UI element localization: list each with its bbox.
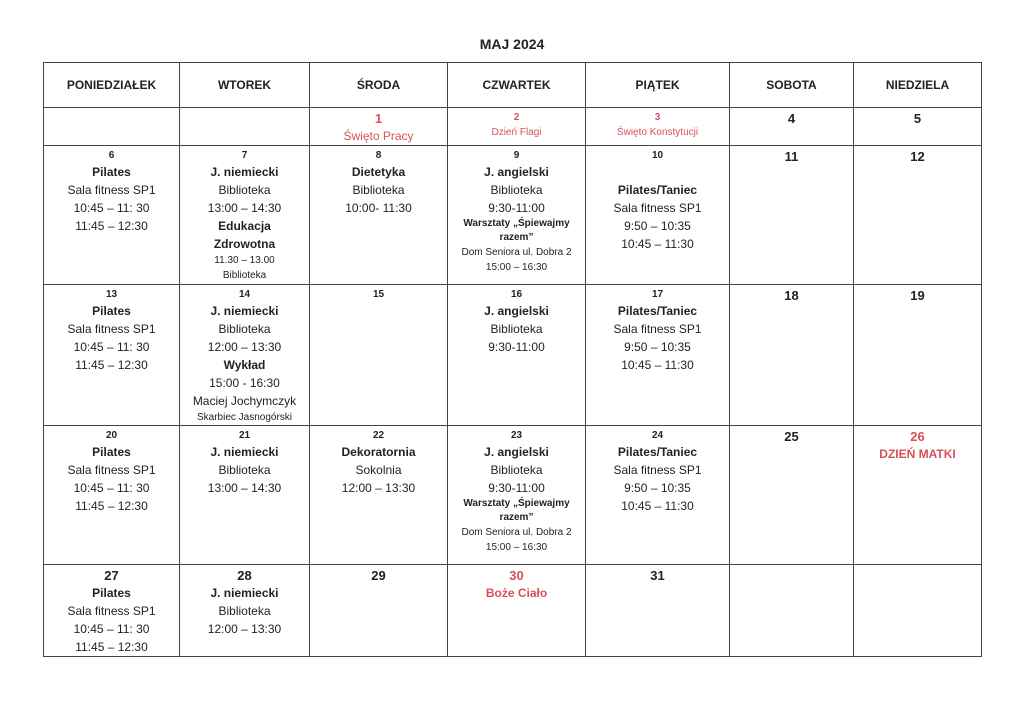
day-cell-content <box>180 146 309 283</box>
event-line: 11:45 – 12:30 <box>75 358 148 372</box>
day-cell-content <box>586 108 729 140</box>
day-cell <box>854 426 982 565</box>
day-number: 3 <box>654 112 661 123</box>
day-number: 19 <box>910 288 925 303</box>
day-cell-content <box>180 426 309 497</box>
weekday-header-wednesday: ŚRODA <box>310 63 448 108</box>
event-line: 9:50 – 10:35 <box>624 219 691 233</box>
day-cell-content <box>854 285 981 304</box>
day-cell-content <box>310 108 447 145</box>
weekday-header-row <box>44 63 982 108</box>
event-line: 13:00 – 14:30 <box>207 201 282 215</box>
calendar-table <box>43 62 982 657</box>
day-number: 24 <box>651 430 664 441</box>
event-line: Sokolnia <box>355 463 402 477</box>
event-line: Warsztaty „Śpiewajmy <box>463 498 570 509</box>
day-cell <box>586 565 730 657</box>
day-number: 21 <box>238 430 251 441</box>
event-line: Biblioteka <box>218 183 271 197</box>
day-cell <box>310 565 448 657</box>
event-line: Warsztaty „Śpiewajmy <box>463 218 570 229</box>
day-cell <box>44 285 180 426</box>
event-line: Maciej Jochymczyk <box>192 394 297 408</box>
day-number: 6 <box>108 150 115 161</box>
weekday-header-thursday: CZWARTEK <box>448 63 586 108</box>
day-cell-content <box>44 146 179 235</box>
event-line: Pilates <box>92 165 131 179</box>
weekday-header-tuesday: WTOREK <box>180 63 310 108</box>
event-line: Sala fitness SP1 <box>67 183 156 197</box>
event-line: Biblioteka <box>222 270 267 281</box>
day-cell-content <box>730 146 853 165</box>
day-cell <box>180 426 310 565</box>
day-cell <box>448 108 586 146</box>
day-number: 14 <box>238 289 251 300</box>
day-cell-content <box>448 426 585 555</box>
event-line: Święto Pracy <box>343 129 414 143</box>
event-line: J. niemiecki <box>210 304 279 318</box>
event-line: 9:30-11:00 <box>488 201 545 215</box>
day-cell-content <box>586 426 729 515</box>
day-cell <box>586 108 730 146</box>
day-cell-content <box>180 565 309 638</box>
day-number: 2 <box>513 112 520 123</box>
day-cell <box>448 285 586 426</box>
day-cell <box>730 426 854 565</box>
day-number: 25 <box>784 429 799 444</box>
day-number: 29 <box>371 568 386 583</box>
event-line: 11.30 – 13.00 <box>214 255 275 266</box>
day-cell <box>448 426 586 565</box>
day-cell <box>854 146 982 285</box>
event-line: Dekoratornia <box>341 445 416 459</box>
event-line: 9:50 – 10:35 <box>624 340 691 354</box>
calendar-body <box>44 108 982 657</box>
event-line: 11:45 – 12:30 <box>75 499 148 513</box>
event-line: 10:45 – 11: 30 <box>73 201 150 215</box>
event-line: 11:45 – 12:30 <box>75 640 148 654</box>
event-line: Edukacja <box>218 219 271 233</box>
day-cell-content <box>310 146 447 217</box>
day-cell-content <box>854 108 981 127</box>
event-line: Pilates <box>92 586 131 600</box>
event-line <box>586 163 729 181</box>
event-line: 15:00 – 16:30 <box>485 542 548 553</box>
event-line: Biblioteka <box>218 322 271 336</box>
event-line: Zdrowotna <box>213 237 276 251</box>
day-cell-content <box>180 285 309 425</box>
event-line: 10:45 – 11:30 <box>621 499 694 513</box>
week-row <box>44 565 982 657</box>
event-line: razem” <box>499 512 534 523</box>
event-line: Biblioteka <box>218 604 271 618</box>
day-cell-content <box>730 285 853 304</box>
day-number: 22 <box>372 430 385 441</box>
day-cell <box>44 108 180 146</box>
day-cell <box>44 565 180 657</box>
day-cell-content <box>448 565 585 602</box>
day-cell-content <box>730 426 853 445</box>
day-number: 23 <box>510 430 523 441</box>
week-row <box>44 426 982 565</box>
event-line: Pilates/Taniec <box>617 445 698 459</box>
day-cell-content <box>310 285 447 302</box>
week-row <box>44 108 982 146</box>
day-cell <box>180 146 310 285</box>
day-cell-content <box>854 426 981 463</box>
day-number: 26 <box>910 429 925 444</box>
day-number: 18 <box>784 288 799 303</box>
event-line: Dietetyka <box>351 165 406 179</box>
day-cell-content <box>44 565 179 656</box>
day-number: 4 <box>787 111 796 126</box>
day-cell <box>310 108 448 146</box>
event-line: Sala fitness SP1 <box>613 463 702 477</box>
event-line: 9:30-11:00 <box>488 340 545 354</box>
day-cell-content <box>730 565 853 568</box>
day-number: 27 <box>104 568 119 583</box>
event-line: J. angielski <box>484 165 549 179</box>
day-cell <box>310 285 448 426</box>
event-line: 13:00 – 14:30 <box>207 481 282 495</box>
day-cell <box>586 146 730 285</box>
event-line: Biblioteka <box>490 183 543 197</box>
day-cell <box>310 426 448 565</box>
day-cell-content <box>586 146 729 253</box>
event-line: Sala fitness SP1 <box>613 322 702 336</box>
event-line: Biblioteka <box>490 463 543 477</box>
event-line: 9:50 – 10:35 <box>624 481 691 495</box>
day-number: 10 <box>651 150 664 161</box>
day-cell <box>730 285 854 426</box>
day-cell-content <box>180 108 309 111</box>
event-line: J. angielski <box>484 304 549 318</box>
event-line: Dom Seniora ul. Dobra 2 <box>461 527 572 538</box>
event-line: J. niemiecki <box>210 165 279 179</box>
event-line: 10:45 – 11: 30 <box>73 622 150 636</box>
day-number: 5 <box>913 111 922 126</box>
calendar-title: MAJ 2024 <box>479 36 545 52</box>
day-number: 20 <box>105 430 118 441</box>
day-cell <box>854 285 982 426</box>
day-number: 31 <box>650 568 665 583</box>
day-cell <box>44 146 180 285</box>
day-cell-content <box>448 108 585 140</box>
day-number: 12 <box>910 149 925 164</box>
event-line: Sala fitness SP1 <box>67 604 156 618</box>
event-line: Sala fitness SP1 <box>613 201 702 215</box>
day-number: 16 <box>510 289 523 300</box>
event-line: Dzień Flagi <box>491 127 542 138</box>
day-cell-content <box>730 108 853 127</box>
event-line: 10:45 – 11: 30 <box>73 481 150 495</box>
weekday-header-saturday: SOBOTA <box>730 63 854 108</box>
day-number: 13 <box>105 289 118 300</box>
event-line: 11:45 – 12:30 <box>75 219 148 233</box>
day-number: 7 <box>241 150 248 161</box>
event-line: Dom Seniora ul. Dobra 2 <box>461 247 572 258</box>
event-line: 15:00 – 16:30 <box>485 262 548 273</box>
event-line: Wykład <box>223 358 266 372</box>
day-cell <box>44 426 180 565</box>
day-number: 9 <box>513 150 520 161</box>
event-line: 10:45 – 11:30 <box>621 358 694 372</box>
day-cell-content <box>586 285 729 374</box>
week-row <box>44 285 982 426</box>
day-cell <box>730 565 854 657</box>
day-cell <box>448 565 586 657</box>
event-line: J. angielski <box>484 445 549 459</box>
day-cell-content <box>310 426 447 497</box>
event-line: Pilates <box>92 445 131 459</box>
event-line: 10:45 – 11:30 <box>621 237 694 251</box>
event-line: 15:00 - 16:30 <box>209 376 280 390</box>
day-number: 28 <box>237 568 252 583</box>
event-line: Boże Ciało <box>485 586 548 600</box>
day-cell <box>586 426 730 565</box>
event-line: Biblioteka <box>352 183 405 197</box>
day-number: 11 <box>784 149 799 164</box>
day-number: 15 <box>372 289 385 300</box>
day-cell <box>854 108 982 146</box>
event-line: Pilates/Taniec <box>617 183 698 197</box>
day-cell-content <box>448 146 585 275</box>
day-cell <box>180 565 310 657</box>
event-line: Pilates/Taniec <box>617 304 698 318</box>
day-cell <box>730 108 854 146</box>
event-line: Skarbiec Jasnogórski <box>196 412 293 423</box>
day-cell-content <box>854 146 981 165</box>
day-number: 8 <box>375 150 382 161</box>
event-line: Święto Konstytucji <box>616 127 699 138</box>
event-line: Pilates <box>92 304 131 318</box>
event-line: razem” <box>499 232 534 243</box>
weekday-header-sunday: NIEDZIELA <box>854 63 982 108</box>
event-line: Biblioteka <box>490 322 543 336</box>
day-cell <box>310 146 448 285</box>
day-cell-content <box>44 426 179 515</box>
event-line: J. niemiecki <box>210 586 279 600</box>
event-line: DZIEŃ MATKI <box>879 447 956 461</box>
event-line: 10:00- 11:30 <box>345 201 412 215</box>
day-cell <box>730 146 854 285</box>
event-line: J. niemiecki <box>210 445 279 459</box>
week-row <box>44 146 982 285</box>
event-line: 12:00 – 13:30 <box>207 622 282 636</box>
day-number: 30 <box>509 568 524 583</box>
event-line: Sala fitness SP1 <box>67 463 156 477</box>
weekday-header-friday: PIĄTEK <box>586 63 730 108</box>
day-cell <box>180 108 310 146</box>
day-cell <box>586 285 730 426</box>
weekday-header-monday: PONIEDZIAŁEK <box>44 63 180 108</box>
event-line: 12:00 – 13:30 <box>341 481 416 495</box>
event-line: Biblioteka <box>218 463 271 477</box>
day-cell <box>448 146 586 285</box>
event-line: Sala fitness SP1 <box>67 322 156 336</box>
day-cell-content <box>44 285 179 374</box>
day-cell-content <box>586 565 729 584</box>
event-line: 10:45 – 11: 30 <box>73 340 150 354</box>
event-line: 9:30-11:00 <box>488 481 545 495</box>
day-cell-content <box>854 565 981 568</box>
day-number: 1 <box>374 111 383 126</box>
day-cell <box>180 285 310 426</box>
day-cell-content <box>44 108 179 111</box>
day-number: 17 <box>651 289 664 300</box>
day-cell-content <box>310 565 447 584</box>
day-cell-content <box>448 285 585 356</box>
day-cell <box>854 565 982 657</box>
event-line: 12:00 – 13:30 <box>207 340 282 354</box>
